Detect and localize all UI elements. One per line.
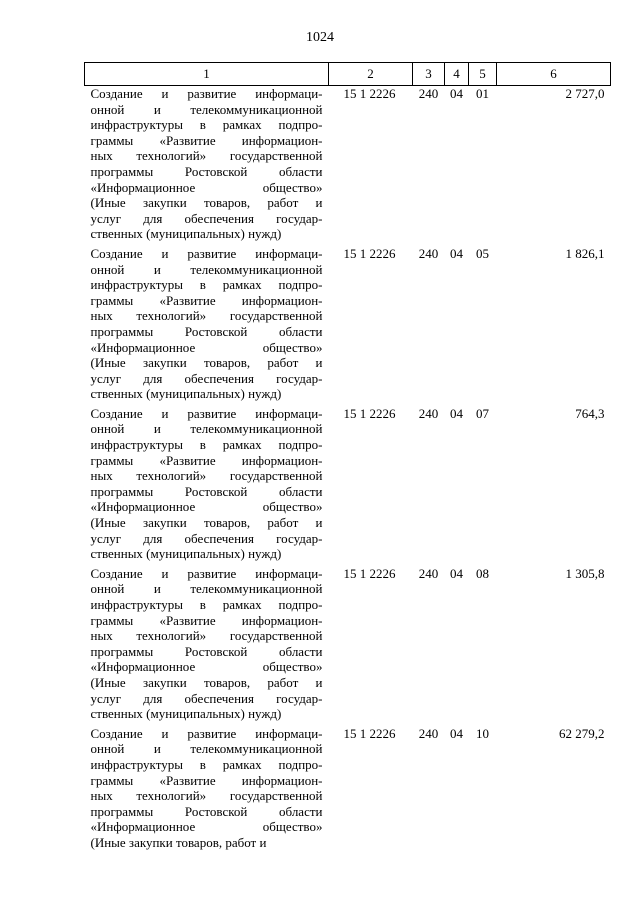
description-line: (Иные закупки товаров, работ и [90, 195, 323, 211]
description-line: онной и телекоммуникационной [90, 101, 323, 117]
description-line: ных технологий» государственной [90, 628, 323, 644]
description-line: «Информационное общество» [90, 179, 323, 195]
description-line: услуг для обеспечения государ- [90, 690, 323, 706]
header-col-4: 4 [445, 63, 469, 86]
description-line: услуг для обеспечения государ- [90, 210, 323, 226]
row-description [85, 566, 329, 726]
row-amount: 764,3 [575, 405, 605, 421]
row-description [85, 86, 329, 246]
description-line: инфраструктуры в рамках подпро- [90, 597, 323, 612]
row-pr-code: 07 [476, 405, 489, 421]
description-line: программы Ростовской области [90, 803, 323, 819]
table-body [85, 86, 611, 855]
description-line: «Информационное общество» [90, 499, 323, 515]
row-vr-code: 240 [418, 725, 439, 741]
budget-table [84, 62, 611, 855]
description-line: Создание и развитие информаци- [90, 245, 323, 261]
row-csr-code: 15 1 2226 [343, 565, 396, 581]
row-csr-code: 15 1 2226 [343, 725, 396, 741]
description-line: программы Ростовской области [90, 163, 323, 179]
row-csr-code: 15 1 2226 [343, 245, 396, 261]
description-line: (Иные закупки товаров, работ и [90, 515, 323, 531]
description-line: «Информационное общество» [90, 659, 323, 675]
description-line: ных технологий» государственной [90, 308, 323, 324]
description-line: Создание и развитие информаци- [90, 405, 323, 421]
row-description [85, 246, 329, 406]
row-pr-code: 10 [476, 725, 489, 741]
table-row [85, 246, 611, 406]
row-csr-code: 15 1 2226 [343, 405, 396, 421]
row-amount: 62 279,2 [559, 725, 605, 741]
description-line: программы Ростовской области [90, 483, 323, 499]
row-vr-code: 240 [418, 245, 439, 261]
row-pr-code: 08 [476, 565, 489, 581]
description-line: граммы «Развитие информацион- [90, 612, 323, 628]
row-description [85, 726, 329, 855]
description-line: ственных (муниципальных) нужд) [90, 706, 282, 722]
header-col-5: 5 [469, 63, 497, 86]
description-line: онной и телекоммуникационной [90, 581, 323, 597]
description-line: услуг для обеспечения государ- [90, 370, 323, 386]
description-line: «Информационное общество» [90, 339, 323, 355]
row-pr-code: 01 [476, 86, 489, 101]
description-line: (Иные закупки товаров, работ и [90, 674, 323, 690]
row-rz-code: 04 [450, 565, 463, 581]
row-vr-code: 240 [418, 565, 439, 581]
row-pr-code: 05 [476, 245, 489, 261]
description-line: граммы «Развитие информацион- [90, 772, 323, 788]
description-line: инфраструктуры в рамках подпро- [90, 117, 323, 133]
header-col-2: 2 [329, 63, 413, 86]
row-rz-code: 04 [450, 245, 463, 261]
table-row [85, 566, 611, 726]
description-line: «Информационное общество» [90, 819, 323, 835]
header-col-1: 1 [85, 63, 329, 86]
description-line: инфраструктуры в рамках подпро- [90, 756, 323, 772]
row-vr-code: 240 [418, 405, 439, 421]
table-row [85, 406, 611, 566]
description-line: Создание и развитие информаци- [90, 86, 323, 101]
description-line: ственных (муниципальных) нужд) [90, 546, 282, 562]
description-line: онной и телекоммуникационной [90, 261, 323, 277]
description-line: инфраструктуры в рамках подпро- [90, 277, 323, 293]
description-line: услуг для обеспечения государ- [90, 530, 323, 546]
description-line: Создание и развитие информаци- [90, 565, 323, 581]
row-amount: 1 305,8 [565, 565, 605, 581]
description-line: программы Ростовской области [90, 323, 323, 339]
row-csr-code: 15 1 2226 [343, 86, 396, 101]
description-line: программы Ростовской области [90, 643, 323, 659]
description-line: ственных (муниципальных) нужд) [90, 386, 282, 402]
header-col-3: 3 [413, 63, 445, 86]
description-line: граммы «Развитие информацион- [90, 132, 323, 148]
row-amount: 2 727,0 [565, 86, 605, 101]
description-line: ных технологий» государственной [90, 148, 323, 164]
description-line: ственных (муниципальных) нужд) [90, 226, 282, 242]
row-description [85, 406, 329, 566]
description-line: инфраструктуры в рамках подпро- [90, 437, 323, 453]
description-line: онной и телекоммуникационной [90, 421, 323, 437]
row-rz-code: 04 [450, 86, 463, 101]
description-line: ных технологий» государственной [90, 468, 323, 484]
header-col-6: 6 [497, 63, 611, 86]
table-row [85, 726, 611, 855]
description-line: онной и телекоммуникационной [90, 741, 323, 757]
row-rz-code: 04 [450, 405, 463, 421]
description-line: граммы «Развитие информацион- [90, 292, 323, 308]
table-row [85, 86, 611, 246]
row-rz-code: 04 [450, 725, 463, 741]
table-header [85, 63, 611, 86]
header-row [85, 63, 611, 86]
row-amount: 1 826,1 [565, 245, 605, 261]
description-line: (Иные закупки товаров, работ и [90, 355, 323, 371]
description-line: Создание и развитие информаци- [90, 725, 323, 741]
description-line: (Иные закупки товаров, работ и [90, 834, 267, 850]
page-number: 1024 [306, 30, 334, 45]
row-vr-code: 240 [418, 86, 439, 101]
description-line: ных технологий» государственной [90, 788, 323, 804]
description-line: граммы «Развитие информацион- [90, 452, 323, 468]
